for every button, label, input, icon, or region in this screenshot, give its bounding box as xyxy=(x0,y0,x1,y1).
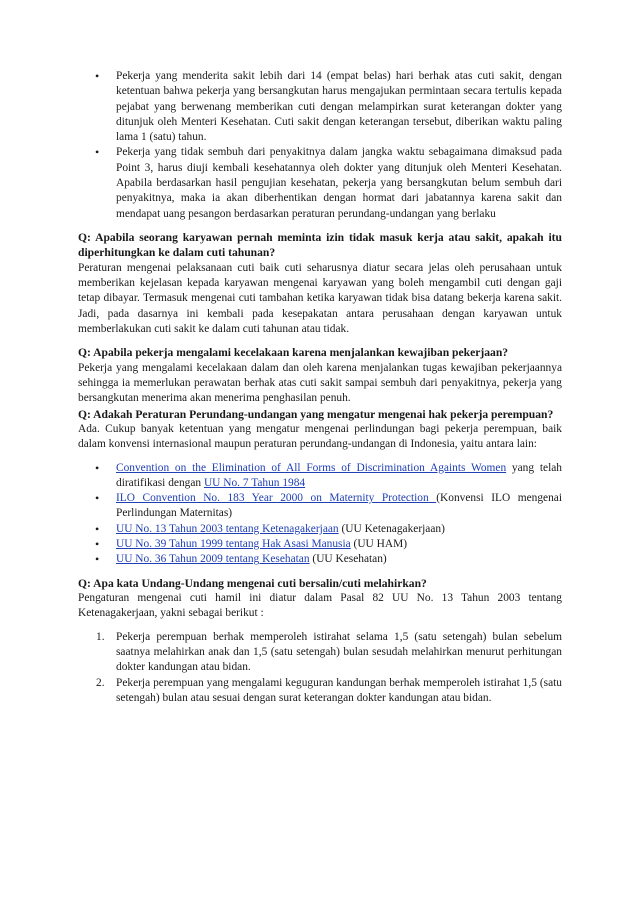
question-heading: Q: Adakah Peraturan Perundang-undangan yang mengatur mengenai hak pekerja perempuan? xyxy=(78,407,554,421)
item-text: (UU Ketenagakerjaan) xyxy=(338,522,445,535)
list-item xyxy=(116,537,562,552)
item-text: Pekerja perempuan yang mengalami keguguran kandungan berhak memperoleh istirahat 1,5 (satu setengah) bulan atau sesuai dengan surat keterangan dokter kandungan atau bidan. xyxy=(116,676,562,704)
regulation-link[interactable]: UU No. 13 Tahun 2003 tentang Ketenagakerjaan xyxy=(116,522,339,535)
item-text: (Konvensi ILO mengenai Perlindungan Maternitas) xyxy=(116,492,563,520)
bullet-item: • Pekerja yang tidak sembuh dari penyakitnya dalam jangka waktu sebagaimana dimaksud pada Point 3, harus diuji kembali kesehatannya oleh dokter yang ditunjuk oleh Menteri Kesehatan. Apabila berdasarkan hasil pengujian kesehatan, pekerja yang bersangkutan belum sembuh dari penyakitnya, maka ia akan diberhentikan dengan hormat dari jabatannya karena sakit dan mendapat uang pesangon berdasarkan peraturan perundang-undangan yang berlaku xyxy=(116,145,562,221)
list-item xyxy=(116,522,562,537)
answer-paragraph: Pengaturan mengenai cuti hamil ini diatur dalam Pasal 82 UU No. 13 Tahun 2003 tentang Ketenagakerjaan, yakni sebagai berikut : xyxy=(78,592,562,620)
regulation-link[interactable]: Convention on the Elimination of All Forms of Discrimination Againts Women xyxy=(116,461,507,474)
item-number: 1. xyxy=(96,630,105,643)
maternity-list xyxy=(78,630,562,706)
item-text: (UU HAM) xyxy=(350,538,408,551)
list-item xyxy=(116,491,562,522)
regulation-link[interactable]: UU No. 7 Tahun 1984 xyxy=(203,476,306,489)
intro-bullet-list xyxy=(78,69,562,222)
item-number: 2. xyxy=(96,676,105,689)
regulation-link[interactable]: ILO Convention No. 183 Year 2000 on Maternity Protection xyxy=(116,492,437,505)
regulation-link[interactable]: UU No. 36 Tahun 2009 tentang Kesehatan xyxy=(116,553,310,566)
answer-paragraph: Ada. Cukup banyak ketentuan yang mengatur mengenai perlindungan bagi pekerja perempuan, baik dalam konvensi internasional maupun peraturan perundang-undangan di Indonesia, yaitu antara lain: xyxy=(78,422,562,451)
list-item xyxy=(116,552,562,567)
answer-paragraph: Pekerja yang mengalami kecelakaan dalam dan oleh karena menjalankan tugas kewajiban pekerjaannya sehingga ia memerlukan perawatan berhak atas cuti sakit sampai sembuh dari penyakitnya, pekerja yang bersangkutan menerima akan menerima penghasilan penuh. xyxy=(78,361,562,405)
numbered-item xyxy=(96,630,562,676)
item-text: yang telah diratifikasi dengan xyxy=(116,461,562,489)
question-heading: Q: Apa kata Undang-Undang mengenai cuti bersalin/cuti melahirkan? xyxy=(78,576,427,590)
item-text: (UU Kesehatan) xyxy=(309,553,387,566)
question-heading: Q: Apabila seorang karyawan pernah meminta izin tidak masuk kerja atau sakit, apakah itu diperhitungkan ke dalam cuti tahunan? xyxy=(78,230,562,260)
answer-paragraph: Peraturan mengenai pelaksanaan cuti baik cuti seharusnya diatur secara jelas oleh perusahaan untuk memberikan kejelasan kepada karyawan mengenai karyawan yang boleh mengambil cuti dengan gaji tetap dibayar. Termasuk mengenai cuti tambahan ketika karyawan tidak bisa datang bekerja karena sakit. Jadi, pada dasarnya ini kembali pada kesepakatan antara perusahaan dengan karyawan untuk memberlakukan cuti sakit ke dalam cuti tahunan atau tidak. xyxy=(78,261,562,335)
question-heading: Q: Apabila pekerja mengalami kecelakaan karena menjalankan kewajiban pekerjaan? xyxy=(78,346,509,360)
bullet-item: • Pekerja yang menderita sakit lebih dari 14 (empat belas) hari berhak atas cuti sakit, dengan ketentuan bahwa pekerja yang bersangkutan harus mengajukan permintaan secara tertulis kepada pejabat yang berwenang memberikan cuti dengan melampirkan surat keterangan dokter yang ditunjuk oleh Menteri Kesehatan. Cuti sakit dengan keterangan tersebut, diberikan waktu paling lama 1 (satu) tahun. xyxy=(116,69,562,145)
list-item xyxy=(116,461,562,492)
numbered-item xyxy=(96,676,562,707)
regulation-list xyxy=(78,461,562,568)
item-text: Pekerja perempuan berhak memperoleh istirahat selama 1,5 (satu setengah) bulan sebelum saatnya melahirkan anak dan 1,5 (satu setengah) bulan sesudah melahirkan menurut perhitungan dokter kandungan atau bidan. xyxy=(116,630,562,674)
regulation-link[interactable]: UU No. 39 Tahun 1999 tentang Hak Asasi Manusia xyxy=(116,538,351,551)
